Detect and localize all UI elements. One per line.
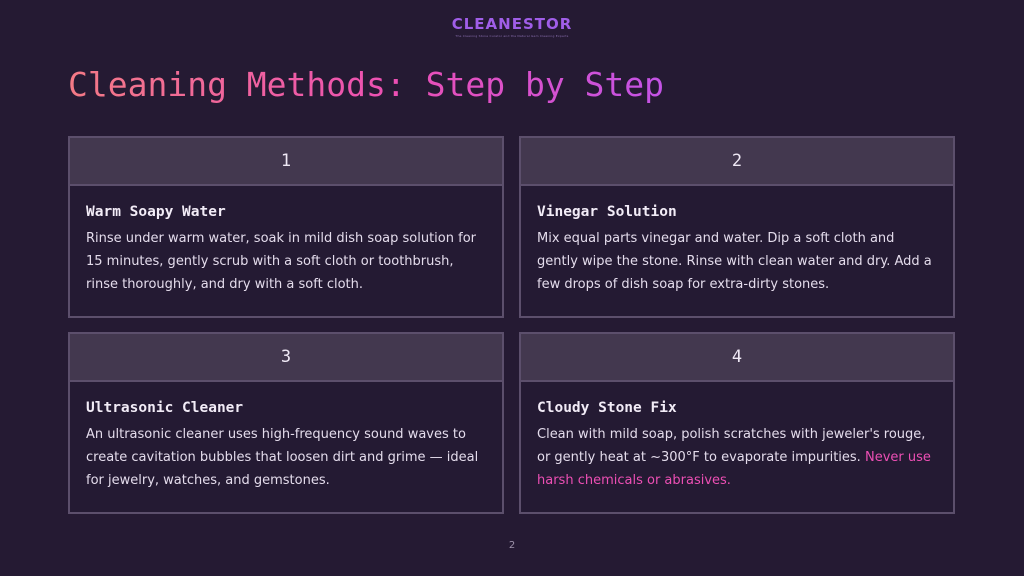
brand-tagline: The Cleaning Stone Curator and the Natural Gem Cleaning Experts	[455, 34, 569, 38]
step-heading: Ultrasonic Cleaner	[86, 400, 244, 416]
step-card-4	[519, 332, 955, 514]
card-body	[521, 186, 953, 296]
step-card-3	[68, 332, 504, 514]
card-body	[70, 186, 502, 296]
step-heading: Cloudy Stone Fix	[537, 400, 677, 416]
step-description	[86, 227, 486, 296]
step-text: Mix equal parts vinegar and water. Dip a soft cloth and gently wipe the stone. Rinse with clean water and dry. Add a few drops of dish soap for extra-dirty stones.	[537, 231, 932, 292]
step-number: 4	[521, 334, 953, 382]
step-description	[86, 423, 486, 492]
step-card-1	[68, 136, 504, 318]
step-text: Clean with mild soap, polish scratches with jeweler's rouge, or gently heat at ~300°F to evaporate impurities.	[537, 427, 926, 465]
step-text: An ultrasonic cleaner uses high-frequency sound waves to create cavitation bubbles that loosen dirt and grime — ideal for jewelry, watches, and gemstones.	[86, 427, 479, 488]
warning-text: Never use harsh chemicals or abrasives.	[537, 450, 931, 488]
slide-title: Cleaning Methods: Step by Step	[68, 62, 664, 108]
step-number: 3	[70, 334, 502, 382]
step-text: Rinse under warm water, soak in mild dish soap solution for 15 minutes, gently scrub with a soft cloth or toothbrush, rinse thoroughly, and dry with a soft cloth.	[86, 231, 476, 292]
step-card-2	[519, 136, 955, 318]
step-heading: Warm Soapy Water	[86, 204, 226, 220]
step-description	[537, 227, 937, 296]
step-number: 2	[521, 138, 953, 186]
card-body	[521, 382, 953, 492]
page-number: 2	[508, 540, 516, 551]
brand-logo	[0, 14, 1024, 38]
step-description	[537, 423, 937, 492]
card-body	[70, 382, 502, 492]
step-heading: Vinegar Solution	[537, 204, 677, 220]
brand-name: CLEANESTOR	[451, 15, 573, 33]
step-number: 1	[70, 138, 502, 186]
